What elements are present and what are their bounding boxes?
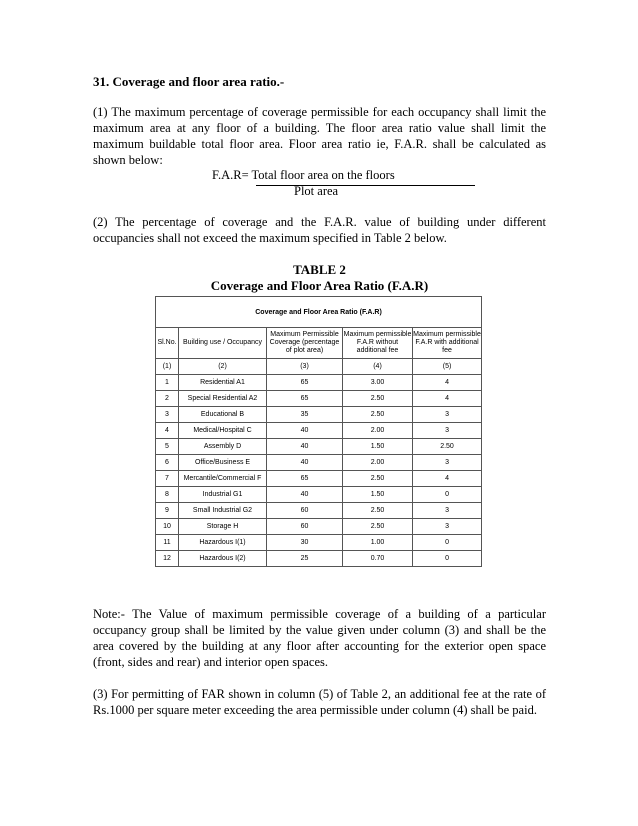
cell-far-with-fee: 3	[413, 519, 482, 535]
cell-coverage: 25	[267, 551, 343, 567]
header-max-coverage: Maximum Permissible Coverage (percentage of plot area)	[267, 328, 343, 359]
header-sl-no: Sl.No.	[156, 328, 179, 359]
cell-sl-no: 3	[156, 407, 179, 423]
cell-occupancy: Special Residential A2	[179, 391, 267, 407]
header-far-without-fee: Maximum permissible F.A.R without additional fee	[343, 328, 413, 359]
header-row	[156, 328, 482, 359]
cell-coverage: 65	[267, 391, 343, 407]
cell-occupancy: Storage H	[179, 519, 267, 535]
cell-far-with-fee: 3	[413, 455, 482, 471]
notes-section	[93, 606, 546, 718]
cell-sl-no: 6	[156, 455, 179, 471]
far-table	[155, 296, 482, 567]
cell-sl-no: 10	[156, 519, 179, 535]
table-title: Coverage and Floor Area Ratio (F.A.R)	[210, 278, 429, 293]
paragraph-3: (3) For permitting of FAR shown in column (5) of Table 2, an additional fee at the rate of Rs.1000 per square meter exceeding the area permissible under column (4) shall be paid.	[93, 687, 546, 717]
header-building-use: Building use / Occupancy	[179, 328, 267, 359]
table-row	[156, 391, 482, 407]
cell-far-without-fee: 2.50	[343, 391, 413, 407]
column-number: (2)	[179, 359, 267, 375]
cell-far-with-fee: 0	[413, 535, 482, 551]
cell-far-without-fee: 2.50	[343, 519, 413, 535]
table-heading	[93, 262, 546, 294]
cell-coverage: 40	[267, 423, 343, 439]
cell-occupancy: Industrial G1	[179, 487, 267, 503]
cell-far-without-fee: 2.00	[343, 423, 413, 439]
cell-coverage: 30	[267, 535, 343, 551]
cell-occupancy: Assembly D	[179, 439, 267, 455]
cell-occupancy: Small Industrial G2	[179, 503, 267, 519]
cell-far-without-fee: 0.70	[343, 551, 413, 567]
cell-far-with-fee: 0	[413, 551, 482, 567]
cell-occupancy: Hazardous I(1)	[179, 535, 267, 551]
cell-sl-no: 5	[156, 439, 179, 455]
cell-coverage: 40	[267, 439, 343, 455]
cell-sl-no: 9	[156, 503, 179, 519]
cell-far-without-fee: 3.00	[343, 375, 413, 391]
document-body	[93, 74, 546, 294]
cell-sl-no: 8	[156, 487, 179, 503]
cell-far-without-fee: 2.00	[343, 455, 413, 471]
table-row	[156, 535, 482, 551]
cell-coverage: 60	[267, 503, 343, 519]
cell-far-with-fee: 4	[413, 391, 482, 407]
table-row	[156, 423, 482, 439]
table-row	[156, 503, 482, 519]
table-row	[156, 487, 482, 503]
cell-sl-no: 1	[156, 375, 179, 391]
table-row	[156, 519, 482, 535]
cell-sl-no: 7	[156, 471, 179, 487]
paragraph-2: (2) The percentage of coverage and the F.A.R. value of building under different occupancies shall not exceed the maximum specified in Table 2 below.	[93, 215, 546, 245]
cell-occupancy: Office/Business E	[179, 455, 267, 471]
column-number: (3)	[267, 359, 343, 375]
cell-far-with-fee: 4	[413, 375, 482, 391]
cell-far-with-fee: 0	[413, 487, 482, 503]
table-row	[156, 407, 482, 423]
column-number: (1)	[156, 359, 179, 375]
table-label: TABLE 2	[293, 262, 346, 277]
header-far-with-fee: Maximum permissible F.A.R with additional fee	[413, 328, 482, 359]
table-caption: Coverage and Floor Area Ratio (F.A.R)	[156, 297, 482, 328]
cell-occupancy: Mercantile/Commercial F	[179, 471, 267, 487]
cell-far-with-fee: 2.50	[413, 439, 482, 455]
far-table-container	[155, 296, 481, 567]
cell-far-with-fee: 4	[413, 471, 482, 487]
cell-far-without-fee: 1.00	[343, 535, 413, 551]
cell-far-with-fee: 3	[413, 407, 482, 423]
cell-occupancy: Medical/Hospital C	[179, 423, 267, 439]
cell-far-with-fee: 3	[413, 423, 482, 439]
cell-coverage: 65	[267, 375, 343, 391]
formula-numerator: F.A.R= Total floor area on the floors	[212, 168, 395, 182]
column-number: (5)	[413, 359, 482, 375]
cell-sl-no: 11	[156, 535, 179, 551]
table-row	[156, 471, 482, 487]
formula-denominator: Plot area	[294, 184, 339, 198]
table-row	[156, 455, 482, 471]
cell-far-without-fee: 1.50	[343, 439, 413, 455]
cell-coverage: 40	[267, 487, 343, 503]
cell-far-without-fee: 1.50	[343, 487, 413, 503]
cell-far-with-fee: 3	[413, 503, 482, 519]
column-number-row	[156, 359, 482, 375]
paragraph-1: (1) The maximum percentage of coverage permissible for each occupancy shall limit the maximum area at any floor of a building. The floor area ratio value shall limit the maximum buildable total floor area. Floor area ratio ie, F.A.R. shall be calculated as shown below:	[93, 105, 546, 167]
cell-occupancy: Hazardous I(2)	[179, 551, 267, 567]
cell-occupancy: Residential A1	[179, 375, 267, 391]
section-heading: 31. Coverage and floor area ratio.-	[93, 74, 285, 89]
cell-coverage: 65	[267, 471, 343, 487]
cell-sl-no: 4	[156, 423, 179, 439]
table-row	[156, 375, 482, 391]
fraction-bar	[256, 185, 475, 186]
table-row	[156, 439, 482, 455]
cell-coverage: 60	[267, 519, 343, 535]
cell-far-without-fee: 2.50	[343, 407, 413, 423]
cell-far-without-fee: 2.50	[343, 471, 413, 487]
cell-occupancy: Educational B	[179, 407, 267, 423]
cell-far-without-fee: 2.50	[343, 503, 413, 519]
table-row	[156, 551, 482, 567]
cell-sl-no: 12	[156, 551, 179, 567]
cell-sl-no: 2	[156, 391, 179, 407]
note-paragraph: Note:- The Value of maximum permissible coverage of a building of a particular occupancy group shall be limited by the value given under column (3) and shall be the area covered by the building at any floor after accounting for the exterior open space (front, sides and rear) and interior open spaces.	[93, 607, 546, 669]
cell-coverage: 40	[267, 455, 343, 471]
cell-coverage: 35	[267, 407, 343, 423]
column-number: (4)	[343, 359, 413, 375]
far-formula	[93, 168, 546, 200]
